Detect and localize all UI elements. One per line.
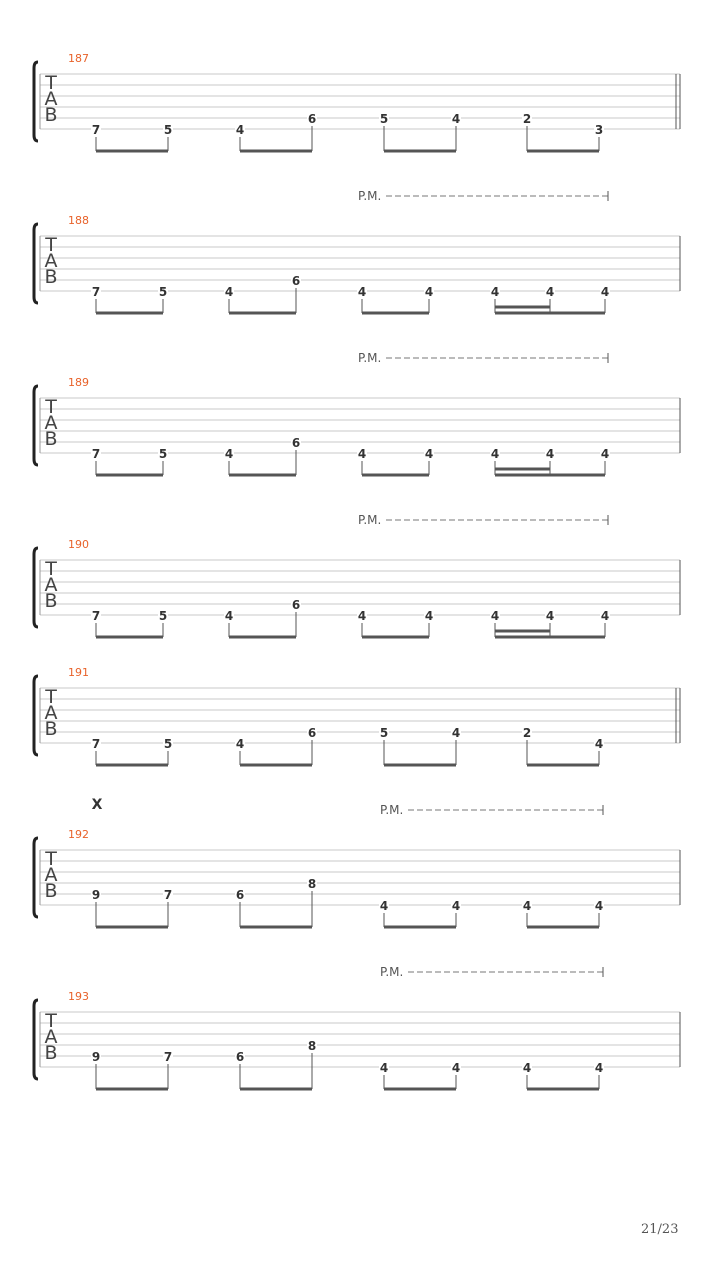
fret-number: 4 [424, 285, 434, 299]
measure-number: 192 [68, 828, 89, 841]
fret-number: 4 [235, 123, 245, 137]
system-bracket [34, 838, 38, 917]
fret-number: 6 [291, 436, 301, 450]
palm-mute-label: P.M. [380, 803, 404, 817]
measure-number: 189 [68, 376, 89, 389]
fret-number: 7 [163, 1050, 173, 1064]
fret-number: 4 [357, 447, 367, 461]
fret-number: 8 [307, 1039, 317, 1053]
tab-clef-letter: T [45, 72, 57, 94]
fret-number: 7 [91, 609, 101, 623]
fret-number: 2 [522, 112, 532, 126]
fret-number: 4 [224, 285, 234, 299]
system-bracket [34, 62, 38, 141]
palm-mute-label: P.M. [358, 189, 382, 203]
fret-number: 4 [451, 899, 461, 913]
fret-number: 5 [158, 609, 168, 623]
fret-number: 4 [379, 899, 389, 913]
tab-clef-letter: T [45, 234, 57, 256]
fret-number: 9 [91, 1050, 101, 1064]
fret-number: 4 [490, 609, 500, 623]
fret-number: 6 [291, 274, 301, 288]
tab-clef-letter: B [44, 428, 58, 450]
palm-mute-label: P.M. [358, 351, 382, 365]
tab-clef-letter: A [44, 864, 58, 886]
tab-clef-letter: A [44, 702, 58, 724]
fret-number: 2 [522, 726, 532, 740]
fret-number: 4 [357, 285, 367, 299]
measure-number: 193 [68, 990, 89, 1003]
tab-clef-letter: T [45, 396, 57, 418]
tab-clef-letter: A [44, 250, 58, 272]
system-bracket [34, 224, 38, 303]
fret-number: 4 [545, 609, 555, 623]
tab-clef-letter: T [45, 1010, 57, 1032]
page-number: 21/23 [641, 1222, 679, 1237]
tab-clef-letter: B [44, 718, 58, 740]
fret-number: 4 [379, 1061, 389, 1075]
palm-mute-label: P.M. [380, 965, 404, 979]
fret-number: 4 [490, 447, 500, 461]
fret-number: 4 [594, 899, 604, 913]
fret-number: 4 [224, 447, 234, 461]
fret-number: 4 [357, 609, 367, 623]
fret-number: 4 [522, 899, 532, 913]
section-marker: X [91, 797, 103, 813]
fret-number: 4 [545, 285, 555, 299]
fret-number: 4 [451, 1061, 461, 1075]
tab-clef-letter: A [44, 1026, 58, 1048]
tab-clef-letter: B [44, 590, 58, 612]
system-bracket [34, 386, 38, 465]
fret-number: 4 [224, 609, 234, 623]
fret-number: 6 [235, 888, 245, 902]
fret-number: 4 [424, 447, 434, 461]
tab-clef-letter: A [44, 412, 58, 434]
tab-clef-letter: T [45, 686, 57, 708]
fret-number: 4 [594, 737, 604, 751]
tab-clef-letter: B [44, 880, 58, 902]
fret-number: 3 [594, 123, 604, 137]
fret-number: 4 [451, 112, 461, 126]
tab-clef-letter: T [45, 848, 57, 870]
tab-clef-letter: B [44, 1042, 58, 1064]
fret-number: 6 [307, 112, 317, 126]
fret-number: 4 [424, 609, 434, 623]
fret-number: 5 [163, 737, 173, 751]
fret-number: 4 [600, 609, 610, 623]
measure-number: 188 [68, 214, 89, 227]
fret-number: 4 [451, 726, 461, 740]
fret-number: 6 [307, 726, 317, 740]
fret-number: 9 [91, 888, 101, 902]
measure-number: 191 [68, 666, 89, 679]
system-bracket [34, 676, 38, 755]
fret-number: 5 [379, 726, 389, 740]
measure-number: 187 [68, 52, 89, 65]
fret-number: 7 [91, 447, 101, 461]
tab-clef-letter: A [44, 574, 58, 596]
fret-number: 5 [158, 447, 168, 461]
system-bracket [34, 548, 38, 627]
fret-number: 7 [91, 123, 101, 137]
tab-clef-letter: B [44, 266, 58, 288]
fret-number: 5 [163, 123, 173, 137]
palm-mute-label: P.M. [358, 513, 382, 527]
fret-number: 6 [235, 1050, 245, 1064]
fret-number: 4 [545, 447, 555, 461]
fret-number: 5 [158, 285, 168, 299]
fret-number: 6 [291, 598, 301, 612]
measure-number: 190 [68, 538, 89, 551]
tab-clef-letter: A [44, 88, 58, 110]
tab-clef-letter: B [44, 104, 58, 126]
fret-number: 7 [91, 285, 101, 299]
fret-number: 7 [91, 737, 101, 751]
fret-number: 5 [379, 112, 389, 126]
fret-number: 4 [490, 285, 500, 299]
fret-number: 4 [600, 447, 610, 461]
system-bracket [34, 1000, 38, 1079]
tab-clef-letter: T [45, 558, 57, 580]
fret-number: 4 [600, 285, 610, 299]
fret-number: 8 [307, 877, 317, 891]
fret-number: 4 [235, 737, 245, 751]
fret-number: 4 [594, 1061, 604, 1075]
fret-number: 7 [163, 888, 173, 902]
fret-number: 4 [522, 1061, 532, 1075]
